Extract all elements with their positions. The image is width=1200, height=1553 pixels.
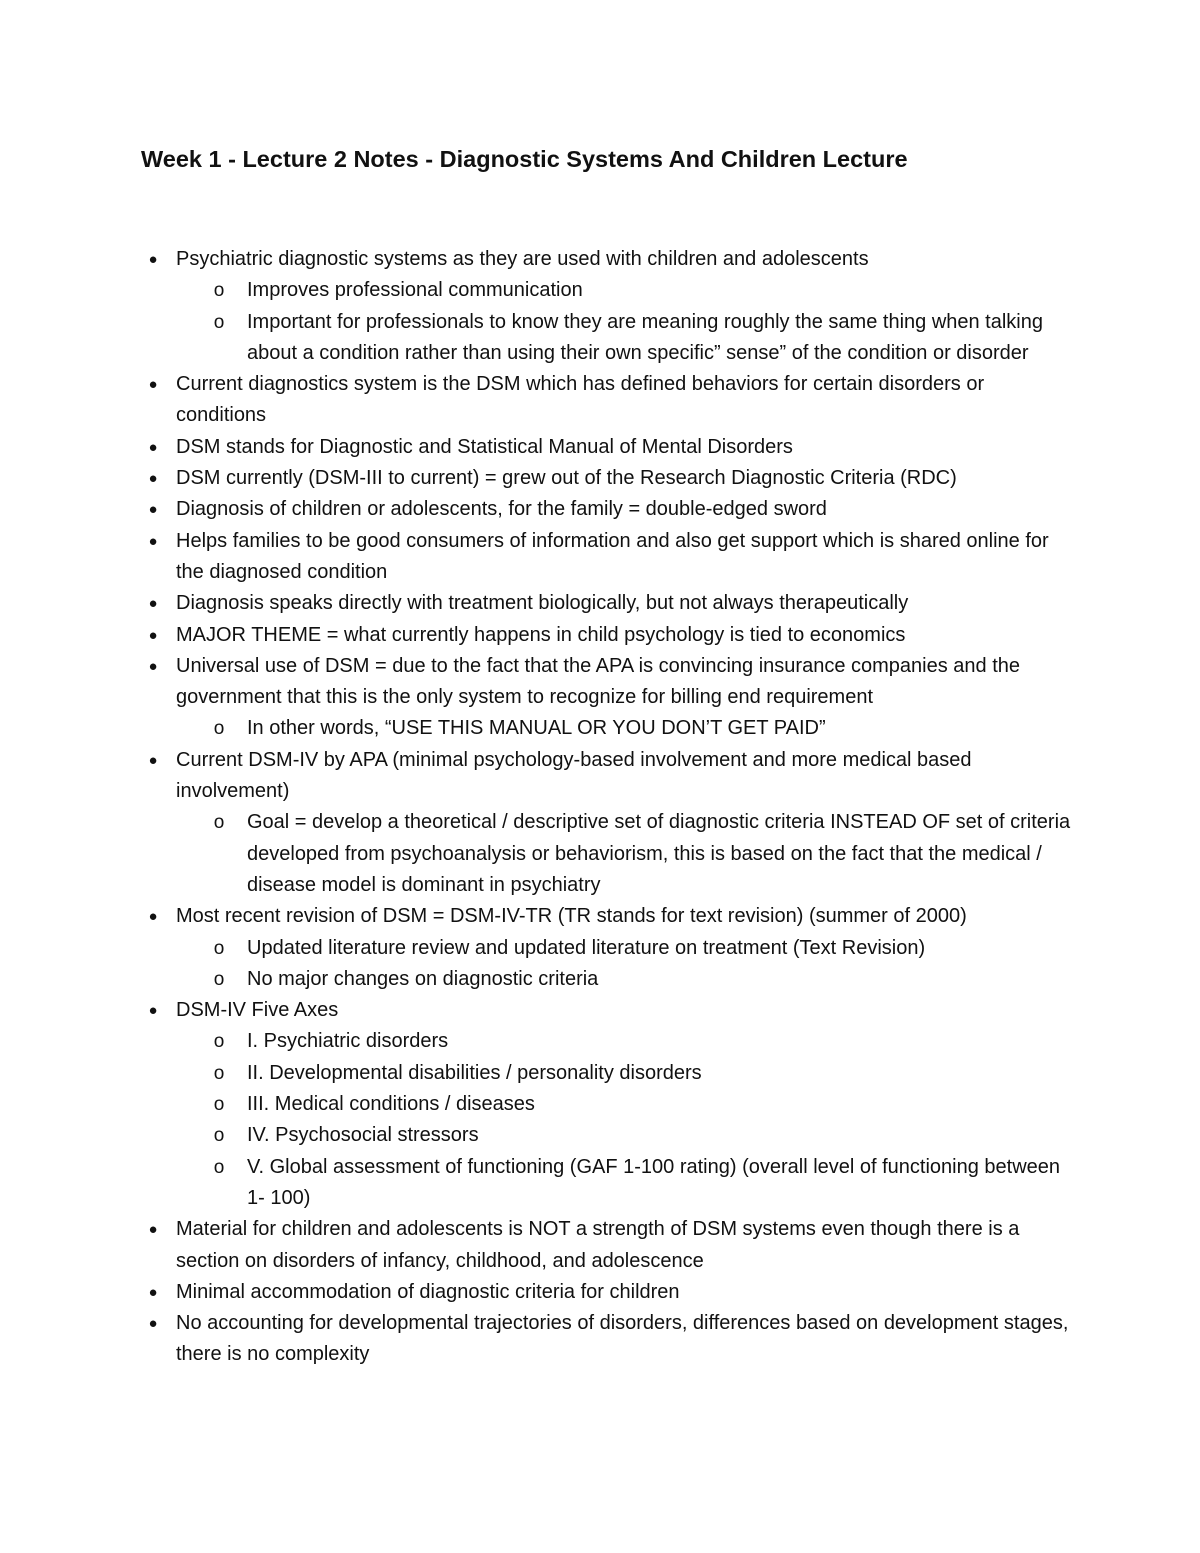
list-item xyxy=(148,432,1076,463)
list-item xyxy=(148,651,1076,745)
list-item-text: DSM-IV Five Axes xyxy=(176,999,339,1022)
list-item-text: Diagnosis speaks directly with treatment biologically, but not always therapeutically xyxy=(176,592,909,615)
bullet-icon: ● xyxy=(148,595,158,613)
list-item xyxy=(148,901,1076,995)
bullet-icon: ● xyxy=(148,1002,158,1020)
sub-bullet-icon: o xyxy=(213,1031,225,1053)
sub-list-item xyxy=(213,964,1076,995)
sub-bullet-icon: o xyxy=(213,280,225,302)
list-item-text: Minimal accommodation of diagnostic criteria for children xyxy=(176,1280,680,1303)
list-item xyxy=(148,620,1076,651)
sub-bullet-icon: o xyxy=(213,1062,225,1084)
sub-list-item xyxy=(213,807,1076,901)
bullet-icon: ● xyxy=(148,657,158,675)
list-item-text: Current diagnostics system is the DSM which has defined behaviors for certain disorders or conditions xyxy=(176,373,985,427)
sub-list-item xyxy=(213,1026,1076,1057)
sub-bullet-icon: o xyxy=(213,718,225,740)
sub-list-item xyxy=(213,933,1076,964)
sub-list-item-text: Goal = develop a theoretical / descriptive set of diagnostic criteria INSTEAD OF set of criteria developed from psychoanalysis or behaviorism, this is based on the fact that the medical / disease model is dominant in psychiatry xyxy=(247,811,1071,896)
list-item-text: No accounting for developmental trajectories of disorders, differences based on development stages, there is no complexity xyxy=(176,1312,1069,1366)
bullet-icon: ● xyxy=(148,751,158,769)
sub-bullet-icon: o xyxy=(213,1094,225,1116)
sub-list-item-text: In other words, “USE THIS MANUAL OR YOU DON’T GET PAID” xyxy=(247,717,826,740)
list-item xyxy=(148,244,1076,369)
sub-list-item-text: Important for professionals to know they are meaning roughly the same thing when talking about a condition rather than using their own specific” sense” of the condition or disorder xyxy=(247,310,1043,364)
list-item-text: Diagnosis of children or adolescents, for the family = double-edged sword xyxy=(176,498,827,521)
list-item xyxy=(148,369,1076,432)
sub-list-item-text: I. Psychiatric disorders xyxy=(247,1030,449,1053)
sub-list xyxy=(176,713,1076,744)
sub-list-item xyxy=(213,713,1076,744)
sub-bullet-icon: o xyxy=(213,968,225,990)
list-item-text: Psychiatric diagnostic systems as they are used with children and adolescents xyxy=(176,248,869,270)
sub-list-item-text: Updated literature review and updated literature on treatment (Text Revision) xyxy=(247,936,926,959)
sub-bullet-icon: o xyxy=(213,937,225,959)
sub-bullet-icon: o xyxy=(213,1125,225,1147)
bullet-icon: ● xyxy=(148,1315,158,1333)
list-item xyxy=(148,526,1076,589)
bullet-icon: ● xyxy=(148,470,158,488)
bullet-icon: ● xyxy=(148,1283,158,1301)
sub-list-item-text: Improves professional communication xyxy=(247,279,583,302)
sub-list xyxy=(176,933,1076,996)
list-item-text: Universal use of DSM = due to the fact that the APA is convincing insurance companies and the government that this is the only system to recognize for billing end requirement xyxy=(176,654,1021,709)
list-item-text: MAJOR THEME = what currently happens in child psychology is tied to economics xyxy=(176,623,906,646)
list-item xyxy=(148,1214,1076,1277)
bullet-icon: ● xyxy=(148,376,158,394)
sub-list xyxy=(176,275,1076,369)
list-item-text: Most recent revision of DSM = DSM-IV-TR (TR stands for text revision) (summer of 2000) xyxy=(176,905,967,928)
document-title: Week 1 - Lecture 2 Notes - Diagnostic Systems And Children Lecture xyxy=(141,146,908,172)
list-item-text: Helps families to be good consumers of information and also get support which is shared online for the diagnosed condition xyxy=(176,529,1049,583)
list-item xyxy=(148,494,1076,525)
sub-list-item xyxy=(213,275,1076,306)
list-item xyxy=(148,1277,1076,1308)
sub-list-item-text: II. Developmental disabilities / personality disorders xyxy=(247,1061,702,1084)
list-item-text: DSM stands for Diagnostic and Statistical Manual of Mental Disorders xyxy=(176,435,793,458)
list-item-text: Current DSM-IV by APA (minimal psychology-based involvement and more medical based involvement) xyxy=(176,748,972,803)
sub-list-item xyxy=(213,1089,1076,1120)
bullet-icon: ● xyxy=(148,532,158,550)
list-item-text: DSM currently (DSM-III to current) = grew out of the Research Diagnostic Criteria (RDC) xyxy=(176,467,957,490)
sub-list-item xyxy=(213,307,1076,370)
sub-bullet-icon: o xyxy=(213,1156,225,1178)
list-item-text: Material for children and adolescents is NOT a strength of DSM systems even though there is a section on disorders of infancy, childhood, and adolescence xyxy=(176,1218,1020,1272)
list-item xyxy=(148,1308,1076,1371)
list-item xyxy=(148,463,1076,494)
sub-list-item-text: IV. Psychosocial stressors xyxy=(247,1124,479,1147)
list-item xyxy=(148,588,1076,619)
sub-list xyxy=(176,807,1076,901)
sub-list xyxy=(176,1026,1076,1214)
sub-list-item xyxy=(213,1120,1076,1151)
list-item xyxy=(148,995,1076,1214)
sub-bullet-icon: o xyxy=(213,311,225,333)
notes-list xyxy=(148,244,1076,1371)
bullet-icon: ● xyxy=(148,626,158,644)
sub-list-item xyxy=(213,1152,1076,1215)
sub-list-item xyxy=(213,1058,1076,1089)
bullet-icon: ● xyxy=(148,251,158,268)
sub-list-item-text: No major changes on diagnostic criteria xyxy=(247,967,599,990)
list-item xyxy=(148,745,1076,901)
bullet-icon: ● xyxy=(148,501,158,519)
sub-bullet-icon: o xyxy=(213,812,225,834)
bullet-icon: ● xyxy=(148,438,158,456)
bullet-icon: ● xyxy=(148,908,158,926)
sub-list-item-text: V. Global assessment of functioning (GAF 1-100 rating) (overall level of functioning between 1- 100) xyxy=(247,1155,1061,1209)
sub-list-item-text: III. Medical conditions / diseases xyxy=(247,1093,535,1116)
bullet-icon: ● xyxy=(148,1221,158,1239)
